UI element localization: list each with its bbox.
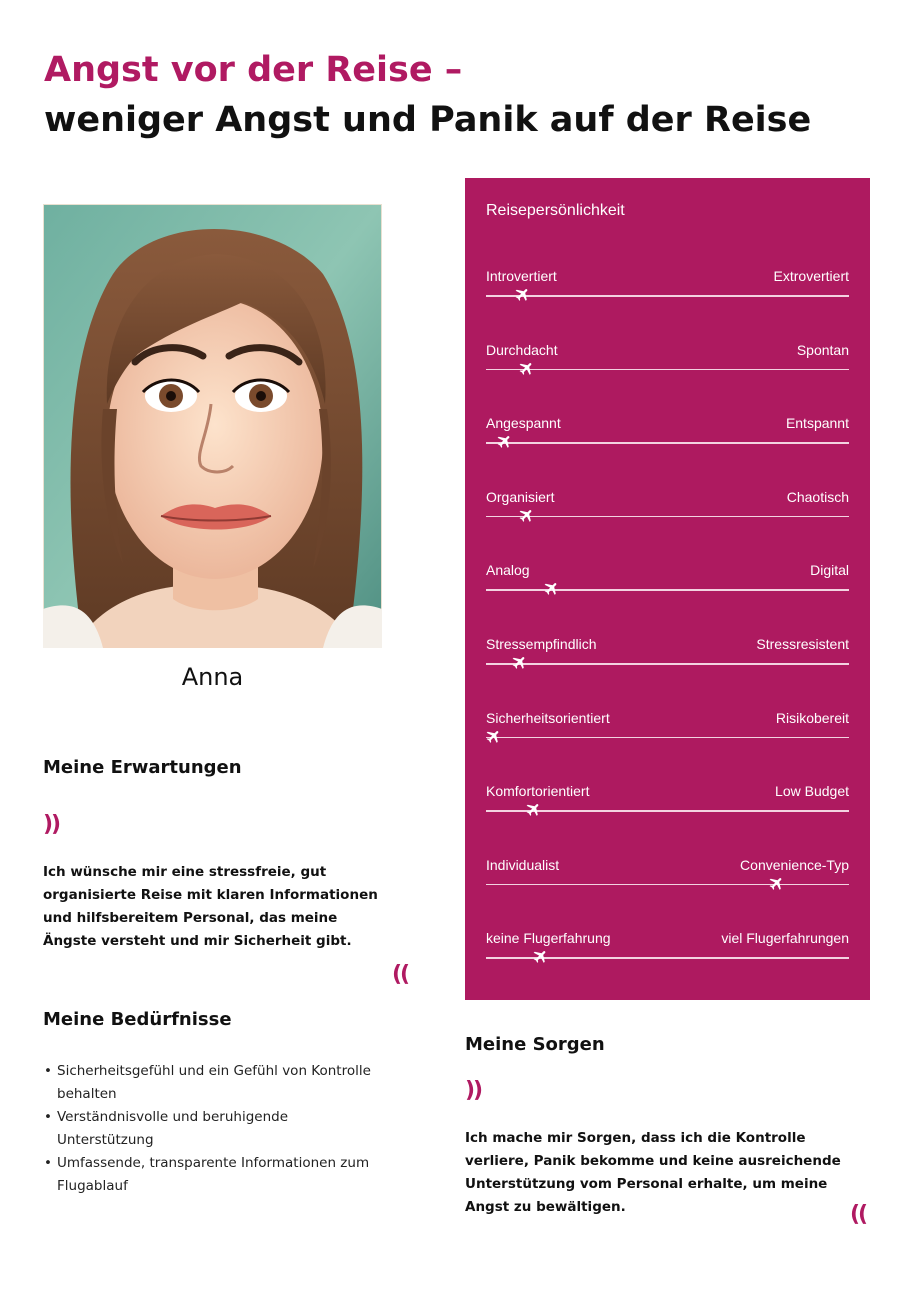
trait-row bbox=[486, 710, 849, 750]
trait-right-label: Entspannt bbox=[785, 415, 849, 432]
worries-text: Ich mache mir Sorgen, dass ich die Kontrolle verliere, Panik bekomme und keine ausreichende Unterstützung vom Personal erhalte, um meine Angst zu bewältigen. bbox=[465, 1130, 841, 1215]
plane-icon bbox=[531, 948, 549, 966]
trait-slider-track bbox=[486, 589, 849, 591]
needs-item: • Umfassende, transparente Informationen zum Flugablauf bbox=[43, 1152, 388, 1198]
plane-icon bbox=[513, 286, 531, 304]
plane-icon bbox=[517, 507, 535, 525]
plane-icon bbox=[542, 580, 560, 598]
trait-slider-track bbox=[486, 295, 849, 297]
trait-left-label: Analog bbox=[486, 562, 530, 579]
trait-right-label: Extrovertiert bbox=[773, 268, 849, 284]
trait-right-label: Chaotisch bbox=[786, 488, 849, 505]
trait-left-label: Introvertiert bbox=[486, 268, 557, 284]
plane-icon bbox=[484, 728, 502, 746]
quote-close-icon: (( bbox=[392, 962, 409, 987]
trait-right-label: Spontan bbox=[796, 341, 849, 358]
plane-icon bbox=[517, 360, 535, 378]
trait-right-label: Risikobereit bbox=[775, 709, 849, 726]
persona-portrait bbox=[43, 204, 382, 648]
quote-open-icon: )) bbox=[465, 1078, 482, 1103]
trait-right-label: Stressresistent bbox=[756, 636, 849, 652]
persona-name: Anna bbox=[181, 663, 244, 691]
needs-list bbox=[43, 1060, 388, 1198]
plane-icon bbox=[767, 875, 785, 893]
trait-right-label: Digital bbox=[810, 562, 849, 579]
trait-slider-track bbox=[486, 442, 849, 444]
plane-icon bbox=[524, 801, 542, 819]
trait-row bbox=[486, 857, 849, 897]
trait-right-label: Convenience-Typ bbox=[740, 856, 849, 873]
expectations-heading: Meine Erwartungen bbox=[43, 757, 242, 778]
trait-slider-track bbox=[486, 663, 849, 665]
expectations-text: Ich wünsche mir eine stressfreie, gut organisierte Reise mit klaren Informationen und hilfsbereitem Personal, das meine Ängste versteht und mir Sicherheit gibt. bbox=[43, 864, 378, 949]
trait-row bbox=[486, 415, 849, 455]
trait-row bbox=[486, 489, 849, 529]
trait-row bbox=[486, 636, 849, 676]
trait-left-label: keine Flugerfahrung bbox=[486, 930, 611, 947]
trait-left-label: Organisiert bbox=[486, 488, 555, 505]
plane-icon bbox=[510, 654, 528, 672]
trait-slider-track bbox=[486, 884, 849, 886]
trait-left-label: Individualist bbox=[486, 856, 560, 873]
worries-heading: Meine Sorgen bbox=[465, 1034, 605, 1055]
quote-close-icon: (( bbox=[850, 1202, 867, 1227]
trait-left-label: Stressempfindlich bbox=[486, 636, 597, 652]
needs-item: • Verständnisvolle und beruhigende Unterstützung bbox=[43, 1106, 388, 1152]
page-title-line-1: Angst vor der Reise – bbox=[44, 50, 463, 90]
trait-slider-track bbox=[486, 516, 849, 518]
trait-left-label: Komfortorientiert bbox=[486, 783, 590, 800]
trait-slider-track bbox=[486, 369, 849, 371]
trait-row bbox=[486, 268, 849, 308]
trait-left-label: Angespannt bbox=[486, 415, 561, 432]
page-title-line-2: weniger Angst und Panik auf der Reise bbox=[44, 100, 812, 140]
needs-item: • Sicherheitsgefühl und ein Gefühl von Kontrolle behalten bbox=[43, 1060, 388, 1106]
needs-heading: Meine Bedürfnisse bbox=[43, 1009, 232, 1030]
trait-right-label: Low Budget bbox=[775, 783, 849, 800]
portrait-illustration bbox=[43, 204, 382, 648]
trait-row bbox=[486, 342, 849, 382]
trait-right-label: viel Flugerfahrungen bbox=[721, 930, 849, 947]
trait-left-label: Durchdacht bbox=[486, 341, 558, 358]
quote-open-icon: )) bbox=[43, 812, 60, 837]
personality-title: Reisepersönlichkeit bbox=[486, 202, 625, 219]
trait-row bbox=[486, 930, 849, 970]
trait-slider-track bbox=[486, 737, 849, 739]
trait-row bbox=[486, 783, 849, 823]
trait-row bbox=[486, 562, 849, 602]
plane-icon bbox=[495, 433, 513, 451]
personality-panel bbox=[465, 178, 870, 1000]
trait-left-label: Sicherheitsorientiert bbox=[486, 709, 610, 726]
